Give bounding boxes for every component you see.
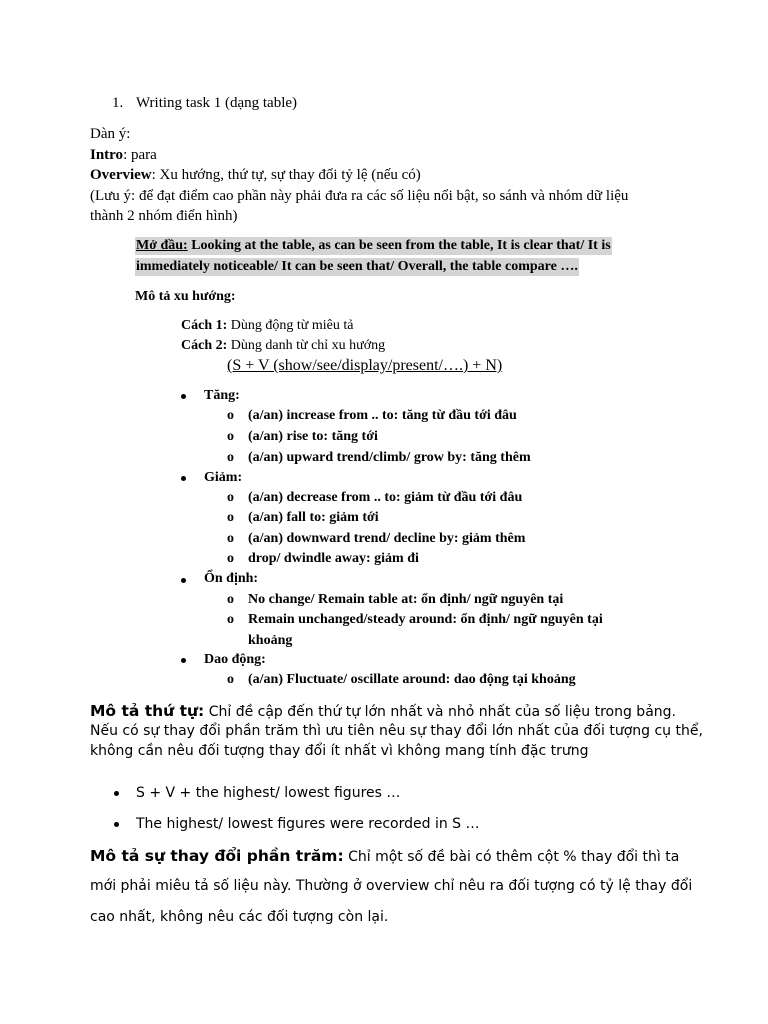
way-1 xyxy=(181,318,353,334)
way-1-label: Cách 1: xyxy=(181,318,228,333)
opening-label: Mở đầu: xyxy=(136,238,188,253)
stable-item-2-continued: khoảng xyxy=(248,633,293,648)
decrease-item-3: (a/an) downward trend/ decline by: giảm thêm xyxy=(248,531,526,546)
sub-bullet-marker: o xyxy=(227,612,234,627)
heading-number: 1. xyxy=(112,95,124,111)
note-line-2: thành 2 nhóm điển hình) xyxy=(90,208,238,224)
bullet-dot xyxy=(181,394,186,399)
sub-bullet-marker: o xyxy=(227,672,234,687)
sub-bullet-marker: o xyxy=(227,551,234,566)
order-title: Mô tả thứ tự: xyxy=(90,702,205,720)
group-increase-label: Tăng: xyxy=(204,388,240,403)
order-line-2: Nếu có sự thay đổi phần trăm thì ưu tiên nêu sự thay đổi lớn nhất của đối tượng cụ thể, xyxy=(90,723,703,739)
decrease-item-2: (a/an) fall to: giảm tới xyxy=(248,510,379,525)
sub-bullet-marker: o xyxy=(227,429,234,444)
group-decrease-label: Giảm: xyxy=(204,470,243,485)
percent-line-2: mới phải miêu tả số liệu này. Thường ở overview chỉ nêu ra đối tượng có tỷ lệ thay đổi xyxy=(90,878,693,894)
increase-item-2: (a/an) rise to: tăng tới xyxy=(248,429,378,444)
opening-line-1 xyxy=(135,238,612,254)
group-fluctuate-label: Dao động: xyxy=(204,652,266,667)
way-1-text: Dùng động từ miêu tả xyxy=(227,318,354,333)
group-stable-label: Ổn định: xyxy=(204,571,259,586)
bullet-dot xyxy=(181,578,186,583)
increase-item-3: (a/an) upward trend/climb/ grow by: tăng thêm xyxy=(248,450,531,465)
percent-text-1: Chỉ một số đề bài có thêm cột % thay đổi thì ta xyxy=(343,849,680,865)
order-line-1 xyxy=(90,702,676,720)
sub-bullet-marker: o xyxy=(227,490,234,505)
sub-bullet-marker: o xyxy=(227,592,234,607)
opening-line-2 xyxy=(135,259,579,275)
increase-item-1: (a/an) increase from .. to: tăng từ đầu tới đâu xyxy=(248,408,517,423)
fluctuate-item-1: (a/an) Fluctuate/ oscillate around: dao động tại khoảng xyxy=(248,672,576,687)
trend-title: Mô tả xu hướng: xyxy=(135,289,236,304)
decrease-item-1: (a/an) decrease from .. to: giảm từ đầu tới đâu xyxy=(248,490,523,505)
way-2-text: Dùng danh từ chỉ xu hướng xyxy=(227,338,386,353)
sub-bullet-marker: o xyxy=(227,450,234,465)
order-bullet-1: S + V + the highest/ lowest figures … xyxy=(136,785,401,801)
stable-item-1: No change/ Remain table at: ổn định/ ngữ nguyên tại xyxy=(248,592,564,607)
formula: (S + V (show/see/display/present/….) + N) xyxy=(227,357,503,374)
intro-label: Intro xyxy=(90,147,124,163)
overview-text: : Xu hướng, thứ tự, sự thay đổi tỷ lệ (nếu có) xyxy=(151,167,421,183)
way-2-label: Cách 2: xyxy=(181,338,228,353)
percent-line-1 xyxy=(90,847,679,865)
order-bullet-2: The highest/ lowest figures were recorded in S … xyxy=(136,816,480,832)
order-line-3: không cần nêu đối tượng thay đổi ít nhất vì không mang tính đặc trưng xyxy=(90,743,589,759)
decrease-item-4: drop/ dwindle away: giảm đi xyxy=(248,551,419,566)
intro-line xyxy=(90,147,157,164)
bullet-dot xyxy=(114,822,119,827)
bullet-dot xyxy=(181,476,186,481)
sub-bullet-marker: o xyxy=(227,408,234,423)
percent-line-3: cao nhất, không nêu các đối tượng còn lại. xyxy=(90,909,389,925)
opening-line-2-text: immediately noticeable/ It can be seen that/ Overall, the table compare …. xyxy=(136,259,578,274)
order-text-1: Chỉ đề cập đến thứ tự lớn nhất và nhỏ nhất của số liệu trong bảng. xyxy=(204,704,676,720)
percent-title: Mô tả sự thay đổi phần trăm: xyxy=(90,847,344,865)
overview-label: Overview xyxy=(90,167,152,183)
note-line-1: (Lưu ý: để đạt điểm cao phần này phải đưa ra các số liệu nổi bật, so sánh và nhóm dữ liệu xyxy=(90,188,629,204)
overview-line xyxy=(90,167,421,184)
bullet-dot xyxy=(114,791,119,796)
stable-item-2: Remain unchanged/steady around: ổn định/ ngữ nguyên tại xyxy=(248,612,603,627)
heading-title: Writing task 1 (dạng table) xyxy=(136,95,298,111)
sub-bullet-marker: o xyxy=(227,531,234,546)
outline-label: Dàn ý: xyxy=(90,126,131,142)
way-2 xyxy=(181,338,385,354)
intro-text: : para xyxy=(123,147,157,163)
bullet-dot xyxy=(181,658,186,663)
opening-text: Looking at the table, as can be seen from the table, It is clear that/ It is xyxy=(187,238,611,253)
sub-bullet-marker: o xyxy=(227,510,234,525)
